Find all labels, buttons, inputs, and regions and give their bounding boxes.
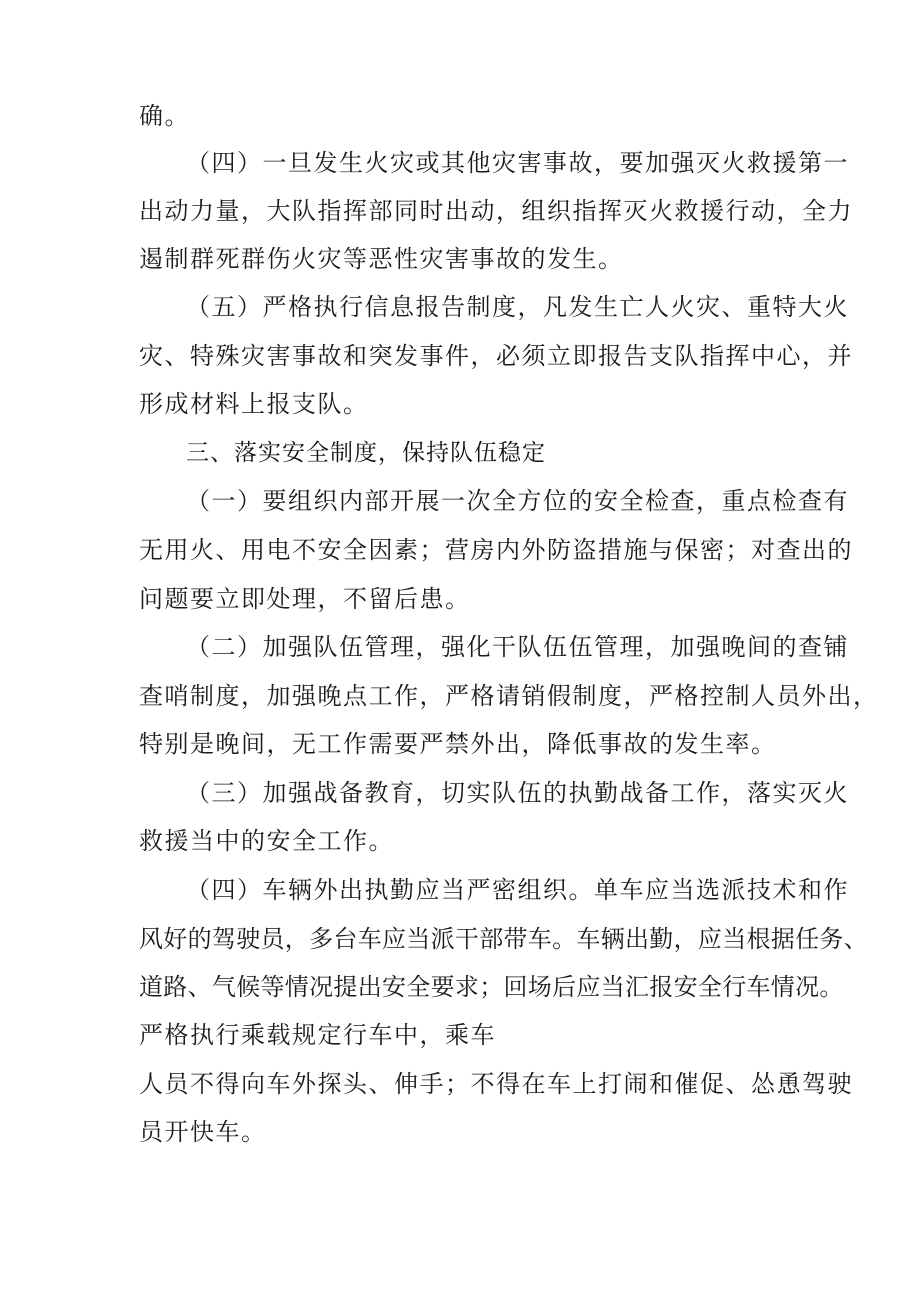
text-line: 无用火、用电不安全因素；营房内外防盗措施与保密；对查出的 — [139, 536, 853, 564]
text-line: 人员不得向车外探头、伸手；不得在车上打闹和催促、怂恿驾驶 — [139, 1070, 853, 1098]
paragraph-4-line: （四）一旦发生火灾或其他灾害事故，要加强灭火救援第一 — [186, 149, 849, 177]
paragraph-2-line: （二）加强队伍管理，强化干队伍伍管理，加强晚间的查铺 — [186, 633, 849, 661]
text-line: 风好的驾驶员，多台车应当派干部带车。车辆出勤，应当根据任务、 — [139, 925, 868, 953]
paragraph-5-line: （五）严格执行信息报告制度，凡发生亡人火灾、重特大火 — [186, 293, 849, 321]
text-line: 员开快车。 — [139, 1118, 267, 1146]
paragraph-3-line: （三）加强战备教育，切实队伍的执勤战备工作，落实灭火 — [186, 779, 849, 807]
text-line: 道路、气候等情况提出安全要求；回场后应当汇报安全行车情况。 — [139, 973, 844, 1001]
text-line: 特别是晚间，无工作需要严禁外出，降低事故的发生率。 — [139, 730, 777, 758]
section-heading: 三、落实安全制度，保持队伍稳定 — [186, 440, 546, 466]
paragraph-1-line: （一）要组织内部开展一次全方位的安全检查，重点检查有 — [186, 487, 849, 515]
text-line: 查哨制度，加强晚点工作，严格请销假制度，严格控制人员外出， — [139, 682, 879, 710]
paragraph-4b-line: （四）车辆外出执勤应当严密组织。单车应当选派技术和作 — [186, 876, 849, 904]
text-line: 严格执行乘载规定行车中，乘车 — [139, 1021, 496, 1049]
text-line: 灾、特殊灾害事故和突发事件，必须立即报告支队指挥中心，并 — [139, 342, 853, 370]
text-line: 问题要立即处理，不留后患。 — [139, 585, 471, 613]
text-line: 遏制群死群伤火灾等恶性灾害事故的发生。 — [139, 245, 624, 273]
text-line: 救援当中的安全工作。 — [139, 827, 394, 855]
text-line: 形成材料上报支队。 — [139, 390, 369, 418]
text-line: 出动力量，大队指挥部同时出动，组织指挥灭火救援行动，全力 — [139, 197, 853, 225]
text-line: 确。 — [139, 102, 190, 130]
